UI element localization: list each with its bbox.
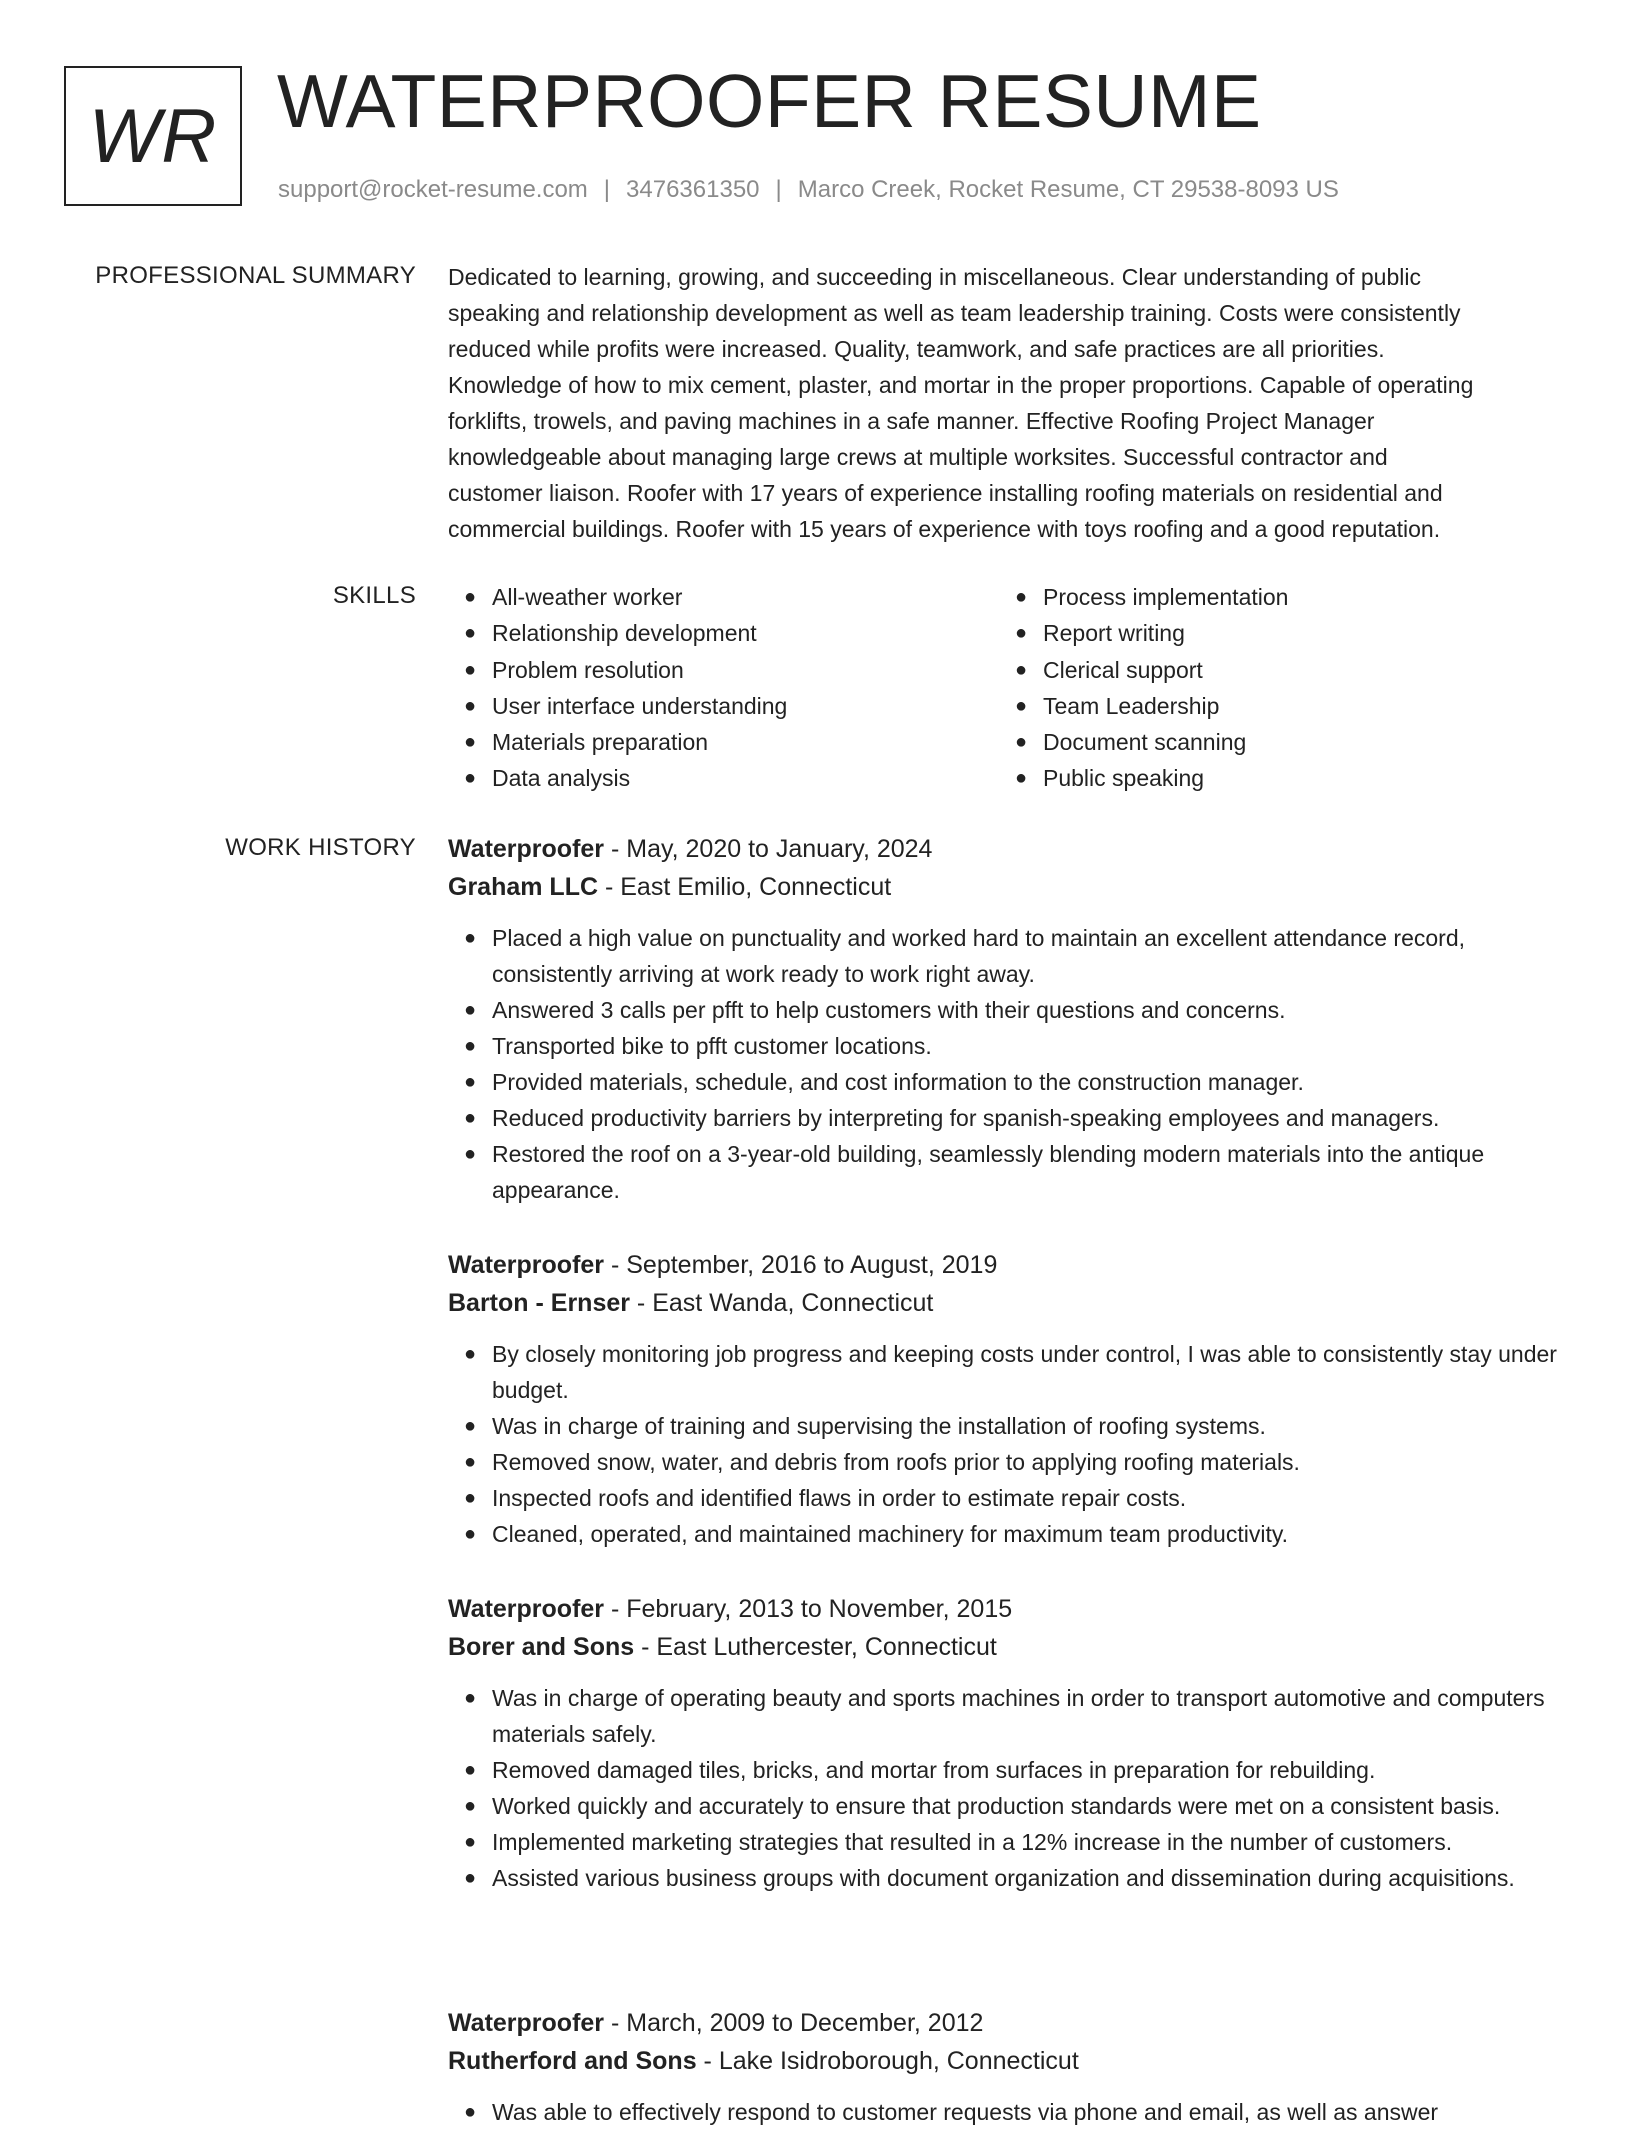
skill-item	[448, 760, 999, 796]
bullet-icon: ●	[1015, 622, 1028, 645]
summary-line: knowledgeable about managing large crews at multiple worksites. Successful contractor and	[448, 444, 1388, 470]
skill-item	[999, 615, 1550, 651]
job-bullet-text: Answered 3 calls per pfft to help customers with their questions and concerns.	[492, 997, 1286, 1023]
resume-title: WATERPROOFER RESUME	[277, 59, 1262, 143]
bullet-icon: ●	[464, 694, 477, 717]
contact-line	[278, 174, 1339, 206]
job-bullet	[448, 1444, 1564, 1480]
summary-line: customer liaison. Roofer with 17 years of experience installing roofing materials on residential and	[448, 480, 1443, 506]
job-title: Waterproofer	[448, 1251, 605, 1279]
job-bullet-text: Removed snow, water, and debris from roofs prior to applying roofing materials.	[492, 1449, 1300, 1475]
bullet-icon: ●	[464, 1107, 477, 1129]
job-entry	[448, 830, 1564, 1208]
job-bullet-text: Reduced productivity barriers by interpreting for spanish-speaking employees and managers.	[492, 1105, 1440, 1131]
bullet-icon: ●	[464, 1487, 477, 1509]
skill-item	[448, 579, 999, 615]
summary-line: Knowledge of how to mix cement, plaster, and mortar in the proper proportions. Capable of operating	[448, 372, 1474, 398]
skill-item	[448, 688, 999, 724]
job-company: Barton - Ernser	[448, 1289, 630, 1317]
job-title: Waterproofer	[448, 835, 605, 863]
job-bullet-text: Inspected roofs and identified flaws in order to estimate repair costs.	[492, 1485, 1187, 1511]
skill-text: Relationship development	[492, 620, 757, 647]
bullet-icon: ●	[464, 1687, 477, 1709]
bullet-icon: ●	[464, 1035, 477, 1057]
job-bullet-text: Removed damaged tiles, bricks, and mortar from surfaces in preparation for rebuilding.	[492, 1757, 1376, 1783]
bullet-icon: ●	[464, 1143, 477, 1165]
skill-item	[999, 652, 1550, 688]
job-bullet-list	[448, 920, 1564, 1208]
job-location: - East Wanda, Connecticut	[629, 1289, 934, 1317]
job-location: - Lake Isidroborough, Connecticut	[696, 2047, 1079, 2075]
job-bullet-text: Cleaned, operated, and maintained machinery for maximum team productivity.	[492, 1521, 1289, 1547]
bullet-icon: ●	[464, 1071, 477, 1093]
skill-text: All-weather worker	[492, 584, 683, 610]
contact-phone: 3476361350	[626, 176, 760, 203]
skills-content	[448, 579, 1564, 797]
job-bullet	[448, 1136, 1564, 1208]
job-bullet-text: Worked quickly and accurately to ensure that production standards were met on a consistent basis.	[492, 1793, 1501, 1819]
job-entry	[448, 1590, 1564, 1896]
skill-text: Public speaking	[1043, 765, 1205, 792]
job-company: Borer and Sons	[448, 1633, 635, 1661]
job-bullet	[448, 1680, 1564, 1752]
job-bullet	[448, 1408, 1564, 1444]
job-dates: - March, 2009 to December, 2012	[604, 2009, 984, 2037]
job-title-line	[448, 830, 1564, 868]
job-bullet	[448, 1752, 1564, 1788]
job-dates: - February, 2013 to November, 2015	[604, 1595, 1013, 1623]
bullet-icon: ●	[464, 1451, 477, 1473]
job-bullet	[448, 1028, 1564, 1064]
bullet-icon: ●	[1015, 767, 1028, 790]
job-bullet-text: Implemented marketing strategies that resulted in a 12% increase in the number of customers.	[492, 1829, 1453, 1855]
summary-line: Dedicated to learning, growing, and succeeding in miscellaneous. Clear understanding of public	[448, 264, 1421, 290]
job-bullet-text: Assisted various business groups with document organization and dissemination during acquisitions.	[492, 1865, 1515, 1891]
skill-text: Team Leadership	[1043, 692, 1220, 719]
job-bullet	[448, 1480, 1564, 1516]
bullet-icon: ●	[464, 1343, 477, 1365]
skill-item	[999, 760, 1550, 796]
contact-separator: |	[775, 176, 782, 203]
skill-text: Document scanning	[1043, 729, 1247, 756]
summary-line: commercial buildings. Roofer with 15 years of experience with toys roofing and a good reputation.	[448, 516, 1441, 542]
skill-text: User interface understanding	[492, 692, 788, 719]
monogram-logo	[64, 66, 242, 206]
job-bullet-list	[448, 2094, 1564, 2130]
job-bullet-text: Placed a high value on punctuality and worked hard to maintain an excellent attendance record, consistently arriving at work ready to work right away.	[492, 925, 1466, 987]
job-location: - East Luthercester, Connecticut	[634, 1633, 997, 1661]
skill-item	[448, 724, 999, 760]
job-bullet-text: Transported bike to pfft customer locations.	[492, 1033, 932, 1059]
job-bullet-text: Was able to effectively respond to customer requests via phone and email, as well as answer	[492, 2099, 1439, 2125]
job-dates: - September, 2016 to August, 2019	[604, 1251, 998, 1279]
bullet-icon: ●	[464, 1415, 477, 1437]
summary-content	[448, 259, 1564, 547]
job-company-line	[448, 1284, 1564, 1322]
contact-email: support@rocket-resume.com	[278, 176, 588, 203]
bullet-icon: ●	[464, 658, 477, 681]
section-label-summary: PROFESSIONAL SUMMARY	[95, 262, 416, 289]
bullet-icon: ●	[464, 586, 477, 608]
skill-text: Report writing	[1043, 620, 1185, 647]
job-bullet	[448, 920, 1564, 992]
skill-item	[448, 652, 999, 688]
bullet-icon: ●	[464, 622, 477, 645]
bullet-icon: ●	[1015, 731, 1028, 754]
skill-item	[999, 724, 1550, 760]
job-bullet	[448, 2094, 1564, 2130]
bullet-icon: ●	[464, 999, 477, 1021]
bullet-icon: ●	[464, 927, 477, 949]
job-entry	[448, 1246, 1564, 1552]
job-bullet-text: Was in charge of training and supervising the installation of roofing systems.	[492, 1413, 1266, 1439]
job-bullet	[448, 1824, 1564, 1860]
skills-column-right	[999, 579, 1550, 797]
skill-item	[999, 688, 1550, 724]
skill-item	[448, 615, 999, 651]
job-bullet	[448, 1336, 1564, 1408]
job-bullet-text: Restored the roof on a 3-year-old building, seamlessly blending modern materials into the antique appearance.	[492, 1141, 1485, 1203]
job-title-line	[448, 1246, 1564, 1284]
bullet-icon: ●	[464, 1795, 477, 1817]
bullet-icon: ●	[464, 1759, 477, 1781]
job-bullet	[448, 1100, 1564, 1136]
skill-text: Materials preparation	[492, 729, 709, 756]
job-bullet-list	[448, 1680, 1564, 1896]
skills-list	[448, 579, 1564, 797]
job-bullet	[448, 1788, 1564, 1824]
job-bullet-text: Provided materials, schedule, and cost information to the construction manager.	[492, 1069, 1304, 1095]
job-bullet-text: Was in charge of operating beauty and sports machines in order to transport automotive and computers materials safely.	[492, 1685, 1545, 1747]
bullet-icon: ●	[464, 2101, 477, 2123]
skill-item	[999, 579, 1550, 615]
bullet-icon: ●	[464, 1867, 477, 1889]
job-bullet	[448, 1516, 1564, 1552]
job-location: - East Emilio, Connecticut	[598, 873, 892, 901]
job-company-line	[448, 868, 1564, 906]
bullet-icon: ●	[1015, 658, 1028, 681]
section-label-skills: SKILLS	[332, 582, 416, 609]
skill-text: Process implementation	[1043, 584, 1289, 610]
job-entry	[448, 2004, 1564, 2130]
bullet-icon: ●	[464, 767, 477, 790]
job-company: Rutherford and Sons	[448, 2047, 697, 2075]
summary-text	[448, 259, 1564, 547]
job-bullet	[448, 1860, 1564, 1896]
section-label-work-history: WORK HISTORY	[225, 834, 416, 861]
job-dates: - May, 2020 to January, 2024	[604, 835, 933, 863]
bullet-icon: ●	[1015, 586, 1028, 608]
job-company: Graham LLC	[448, 873, 599, 901]
contact-separator: |	[603, 176, 611, 203]
bullet-icon: ●	[464, 731, 477, 754]
skill-text: Data analysis	[492, 765, 631, 792]
contact-address: Marco Creek, Rocket Resume, CT 29538-8093 US	[797, 176, 1339, 203]
summary-line: speaking and relationship development as well as team leadership training. Costs were consistently	[448, 300, 1461, 326]
skill-text: Clerical support	[1043, 656, 1203, 683]
skills-column-left	[448, 579, 999, 797]
bullet-icon: ●	[464, 1831, 477, 1853]
monogram-initials: WR	[88, 93, 218, 179]
job-company-line	[448, 1628, 1564, 1666]
bullet-icon: ●	[464, 1523, 477, 1545]
job-title: Waterproofer	[448, 1595, 605, 1623]
job-bullet-text: By closely monitoring job progress and keeping costs under control, I was able to consistently stay under budget.	[492, 1341, 1557, 1403]
job-bullet	[448, 992, 1564, 1028]
job-bullet-list	[448, 1336, 1564, 1552]
skill-text: Problem resolution	[492, 656, 684, 683]
job-title-line	[448, 2004, 1564, 2042]
summary-line: reduced while profits were increased. Quality, teamwork, and safe practices are all priorities.	[448, 336, 1385, 362]
job-title: Waterproofer	[448, 2009, 605, 2037]
bullet-icon: ●	[1015, 694, 1028, 717]
summary-line: forklifts, trowels, and paving machines in a safe manner. Effective Roofing Project Manager	[448, 408, 1375, 434]
job-bullet	[448, 1064, 1564, 1100]
job-company-line	[448, 2042, 1564, 2080]
job-title-line	[448, 1590, 1564, 1628]
